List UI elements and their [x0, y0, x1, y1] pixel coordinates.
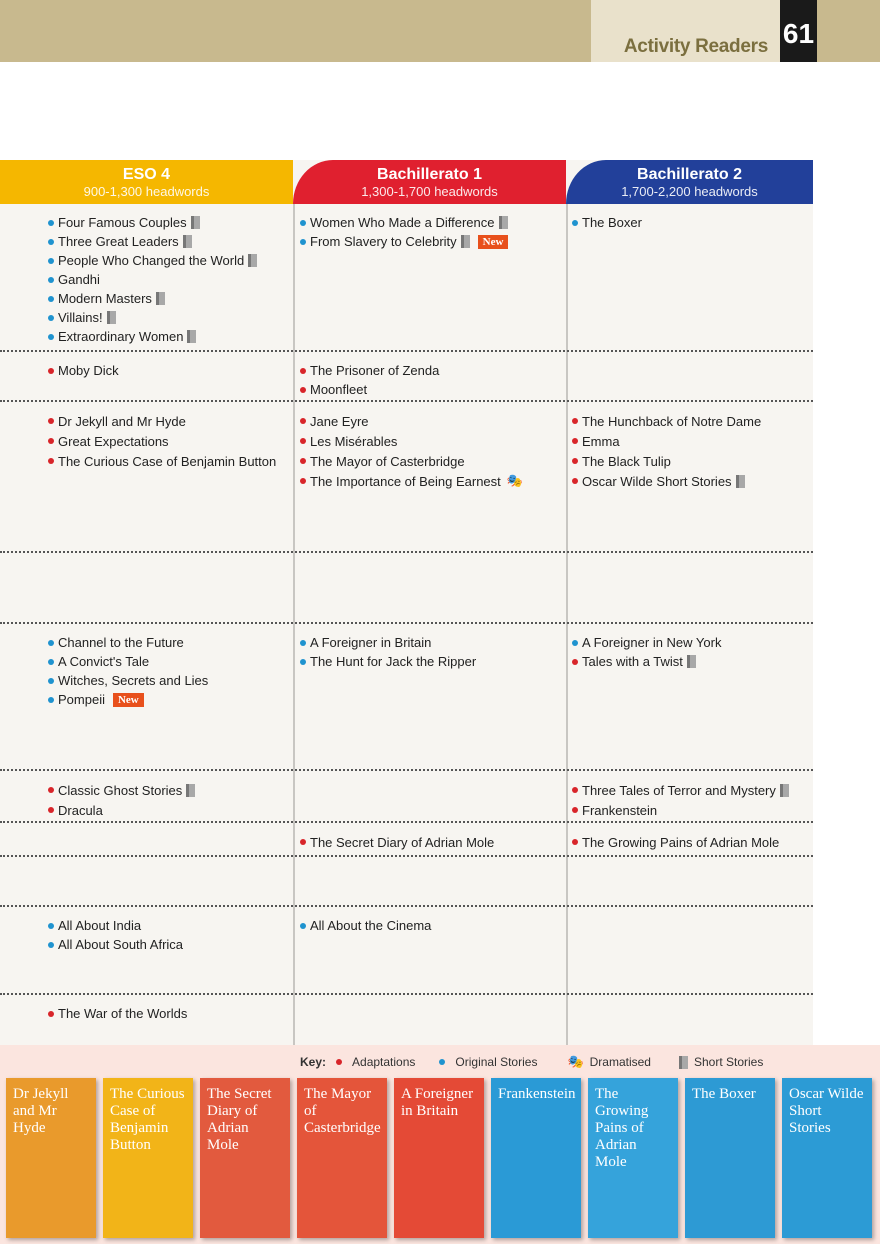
book-item[interactable]: [48, 411, 289, 431]
adaptation-dot-icon: [300, 458, 306, 464]
book-item[interactable]: [572, 633, 809, 652]
book-title: From Slavery to Celebrity: [310, 234, 457, 249]
book-item[interactable]: [300, 471, 562, 491]
book-cover: [491, 1078, 581, 1238]
cover-title: The Curious Case of Benjamin Button: [110, 1086, 185, 1153]
book-item[interactable]: [48, 690, 289, 709]
adaptation-dot-icon: [48, 368, 54, 374]
short-story-icon: [499, 216, 508, 229]
adaptation-dot-icon: [300, 438, 306, 444]
book-item[interactable]: [572, 431, 809, 451]
book-item[interactable]: [48, 251, 289, 270]
book-item[interactable]: [48, 308, 289, 327]
short-story-icon: [183, 235, 192, 248]
table-cell: [572, 352, 809, 400]
short-story-icon: [461, 235, 470, 248]
book-item[interactable]: [48, 633, 289, 652]
book-item[interactable]: [572, 451, 809, 471]
book-cover: [297, 1078, 387, 1238]
adaptation-dot-icon: [48, 438, 54, 444]
column-title: Bachillerato 1: [377, 166, 482, 183]
book-title: Three Great Leaders: [58, 234, 179, 249]
original-dot-icon: [572, 640, 578, 646]
table-row: [0, 995, 813, 1045]
book-item[interactable]: [48, 327, 289, 346]
original-dot-icon: [300, 923, 306, 929]
book-title: Modern Masters: [58, 291, 152, 306]
table-row: [0, 402, 813, 553]
column-headwords: 900-1,300 headwords: [83, 184, 210, 199]
book-item[interactable]: [572, 652, 809, 671]
book-cover: [394, 1078, 484, 1238]
original-dot-icon: [48, 697, 54, 703]
book-item[interactable]: [300, 652, 562, 671]
book-item[interactable]: [572, 832, 809, 852]
new-badge: New: [478, 235, 509, 249]
book-title: People Who Changed the World: [58, 253, 245, 268]
table-row: [0, 204, 813, 352]
book-item[interactable]: [300, 633, 562, 652]
book-title: The Boxer: [582, 215, 642, 230]
table-row: [0, 857, 813, 907]
book-title: Frankenstein: [582, 802, 658, 818]
section-header: [591, 0, 780, 62]
book-title: The Hunt for Jack the Ripper: [310, 654, 477, 669]
adaptation-dot-icon: [300, 478, 306, 484]
book-item[interactable]: [48, 1004, 289, 1023]
book-title: Classic Ghost Stories: [58, 782, 183, 798]
original-dot-icon: [48, 296, 54, 302]
table-cell: [572, 402, 809, 551]
original-dot-icon: [48, 334, 54, 340]
table-cell: [48, 352, 289, 400]
book-item[interactable]: [572, 780, 809, 800]
column-title: ESO 4: [122, 166, 171, 183]
table-cell: [300, 553, 562, 622]
book-title: A Foreigner in Britain: [310, 635, 432, 650]
adaptation-dot-icon: [48, 807, 54, 813]
original-dot-icon: [300, 220, 306, 226]
column-title: Bachillerato 2: [637, 166, 742, 183]
book-item[interactable]: [572, 471, 809, 491]
table-cell: [300, 857, 562, 905]
adaptation-dot-icon: [300, 418, 306, 424]
book-title: Moonfleet: [310, 382, 368, 397]
column-headwords: 1,700-2,200 headwords: [621, 184, 758, 199]
book-title: Oscar Wilde Short Stories: [582, 473, 732, 489]
table-cell: [48, 907, 289, 993]
short-story-icon: [679, 1056, 688, 1069]
table-cell: [300, 204, 562, 350]
table-row: [0, 553, 813, 624]
book-title: Dracula: [58, 802, 103, 818]
original-dot-icon: [48, 923, 54, 929]
book-cover: [200, 1078, 290, 1238]
drama-mask-icon: 🎭: [506, 473, 523, 488]
book-cover: [685, 1078, 775, 1238]
original-dot-icon: [48, 640, 54, 646]
book-item[interactable]: [300, 380, 562, 399]
short-story-icon: [687, 655, 696, 668]
book-title: Gandhi: [58, 272, 100, 287]
book-title: The Growing Pains of Adrian Mole: [582, 834, 780, 850]
table-cell: [572, 771, 809, 821]
book-title: Emma: [582, 433, 620, 449]
book-item[interactable]: [48, 800, 289, 820]
book-item[interactable]: [300, 431, 562, 451]
book-title: Pompeii: [58, 692, 105, 707]
book-title: The Black Tulip: [582, 453, 671, 469]
book-title: Les Misérables: [310, 433, 398, 449]
book-item[interactable]: [572, 213, 809, 232]
adaptation-dot-icon: [48, 418, 54, 424]
book-item[interactable]: [48, 289, 289, 308]
book-cover: [6, 1078, 96, 1238]
adaptation-dot-icon: [572, 787, 578, 793]
book-title: Jane Eyre: [310, 413, 369, 429]
book-title: The Secret Diary of Adrian Mole: [310, 834, 495, 850]
short-story-icon: [780, 784, 789, 797]
book-item[interactable]: [48, 213, 289, 232]
table-cell: [572, 553, 809, 622]
column-header: [0, 160, 293, 204]
book-title: Extraordinary Women: [58, 329, 184, 344]
book-item[interactable]: [48, 270, 289, 289]
column-header: [566, 160, 813, 204]
book-item[interactable]: [48, 652, 289, 671]
table-cell: [572, 857, 809, 905]
book-title: The Importance of Being Earnest: [310, 473, 501, 489]
book-title: All About India: [58, 918, 142, 933]
table-cell: [572, 823, 809, 855]
book-title: The War of the Worlds: [58, 1006, 188, 1021]
original-dot-icon: [300, 640, 306, 646]
key-short: Short Stories: [693, 1055, 764, 1069]
book-item[interactable]: [48, 431, 289, 451]
book-item[interactable]: [300, 832, 562, 852]
table-cell: [300, 771, 562, 821]
book-cover: [782, 1078, 872, 1238]
book-title: Witches, Secrets and Lies: [58, 673, 209, 688]
covers-area: [0, 1045, 880, 1244]
adaptation-dot-icon: [572, 839, 578, 845]
adaptation-dot-icon: [572, 478, 578, 484]
book-title: Women Who Made a Difference: [310, 215, 495, 230]
table-row: [0, 352, 813, 402]
book-item[interactable]: [300, 232, 562, 251]
short-story-icon: [187, 330, 196, 343]
short-story-icon: [191, 216, 200, 229]
legend: [300, 1054, 763, 1070]
cover-title: A Foreigner in Britain: [401, 1086, 474, 1119]
short-story-icon: [186, 784, 195, 797]
book-title: The Mayor of Casterbridge: [310, 453, 465, 469]
book-item[interactable]: [48, 451, 289, 471]
table-cell: [48, 402, 289, 551]
cover-title: The Secret Diary of Adrian Mole: [207, 1086, 272, 1153]
book-title: The Curious Case of Benjamin Button: [58, 453, 277, 469]
cover-title: Dr Jekyll and Mr Hyde: [13, 1086, 69, 1136]
book-item[interactable]: [48, 916, 289, 935]
table-cell: [48, 553, 289, 622]
short-story-icon: [736, 475, 745, 488]
original-dot-icon: [48, 678, 54, 684]
adaptation-dot-icon: [48, 1011, 54, 1017]
adaptation-dot-icon: [300, 368, 306, 374]
book-title: All About the Cinema: [310, 918, 432, 933]
book-item[interactable]: [300, 451, 562, 471]
book-title: Tales with a Twist: [582, 654, 683, 669]
cover-title: The Boxer: [692, 1086, 756, 1102]
table-row: [0, 823, 813, 857]
book-title: Channel to the Future: [58, 635, 184, 650]
key-original: Original Stories: [455, 1055, 538, 1069]
book-title: The Hunchback of Notre Dame: [582, 413, 762, 429]
table-cell: [300, 907, 562, 993]
original-dot-icon: [572, 220, 578, 226]
column-header: [293, 160, 566, 204]
table-cell: [572, 907, 809, 993]
adaptation-dot-icon: [572, 458, 578, 464]
adaptation-dot-icon: [48, 787, 54, 793]
book-item[interactable]: [48, 780, 289, 800]
table-cell: [300, 352, 562, 400]
section-title: Activity Readers: [623, 36, 768, 57]
original-dot-icon: [48, 942, 54, 948]
book-item[interactable]: [48, 361, 289, 380]
adaptation-dot-icon: [48, 458, 54, 464]
adaptation-dot-icon: [336, 1059, 342, 1065]
book-title: A Convict's Tale: [58, 654, 150, 669]
book-title: Dr Jekyll and Mr Hyde: [58, 413, 186, 429]
cover-title: Frankenstein: [498, 1086, 576, 1102]
cover-title: The Growing Pains of Adrian Mole: [595, 1086, 649, 1170]
table-cell: [48, 771, 289, 821]
new-badge: New: [113, 693, 144, 707]
key-adaptations: Adaptations: [352, 1055, 416, 1069]
book-item[interactable]: [48, 671, 289, 690]
book-title: Three Tales of Terror and Mystery: [582, 782, 776, 798]
adaptation-dot-icon: [300, 839, 306, 845]
table-cell: [48, 857, 289, 905]
book-title: The Prisoner of Zenda: [310, 363, 440, 378]
book-item[interactable]: [300, 916, 562, 935]
table-cell: [300, 995, 562, 1045]
table-cell: [572, 204, 809, 350]
book-item[interactable]: [48, 935, 289, 954]
adaptation-dot-icon: [572, 659, 578, 665]
cover-title: The Mayor of Casterbridge: [304, 1086, 381, 1136]
original-dot-icon: [48, 659, 54, 665]
original-dot-icon: [300, 659, 306, 665]
book-item[interactable]: [572, 800, 809, 820]
book-item[interactable]: [48, 232, 289, 251]
table-cell: [300, 624, 562, 769]
book-item[interactable]: [572, 411, 809, 431]
short-story-icon: [107, 311, 116, 324]
table-cell: [572, 624, 809, 769]
original-dot-icon: [48, 239, 54, 245]
original-dot-icon: [300, 239, 306, 245]
book-title: Four Famous Couples: [58, 215, 187, 230]
table-row: [0, 771, 813, 823]
book-item[interactable]: [300, 411, 562, 431]
adaptation-dot-icon: [572, 438, 578, 444]
table-cell: [300, 823, 562, 855]
book-title: Moby Dick: [58, 363, 119, 378]
book-title: All About South Africa: [58, 937, 184, 952]
book-item[interactable]: [300, 361, 562, 380]
book-title: Villains!: [58, 310, 103, 325]
table-cell: [48, 624, 289, 769]
original-dot-icon: [48, 277, 54, 283]
adaptation-dot-icon: [300, 387, 306, 393]
table-cell: [48, 995, 289, 1045]
book-title: A Foreigner in New York: [582, 635, 722, 650]
original-dot-icon: [48, 220, 54, 226]
short-story-icon: [248, 254, 257, 267]
table-cell: [300, 402, 562, 551]
readers-table: [0, 160, 813, 1045]
key-dramatised: Dramatised: [589, 1055, 651, 1069]
table-cell: [48, 823, 289, 855]
drama-mask-icon: 🎭: [567, 1054, 584, 1069]
cover-title: Oscar Wilde Short Stories: [789, 1086, 864, 1136]
book-cover: [103, 1078, 193, 1238]
book-item[interactable]: [300, 213, 562, 232]
page-number: 61: [780, 0, 817, 62]
table-row: [0, 624, 813, 771]
book-cover: [588, 1078, 678, 1238]
adaptation-dot-icon: [572, 418, 578, 424]
short-story-icon: [156, 292, 165, 305]
adaptation-dot-icon: [572, 807, 578, 813]
table-row: [0, 907, 813, 995]
key-label: Key:: [300, 1055, 327, 1069]
table-cell: [48, 204, 289, 350]
book-title: Great Expectations: [58, 433, 169, 449]
table-cell: [572, 995, 809, 1045]
column-headwords: 1,300-1,700 headwords: [361, 184, 498, 199]
original-dot-icon: [48, 258, 54, 264]
original-dot-icon: [439, 1059, 445, 1065]
original-dot-icon: [48, 315, 54, 321]
